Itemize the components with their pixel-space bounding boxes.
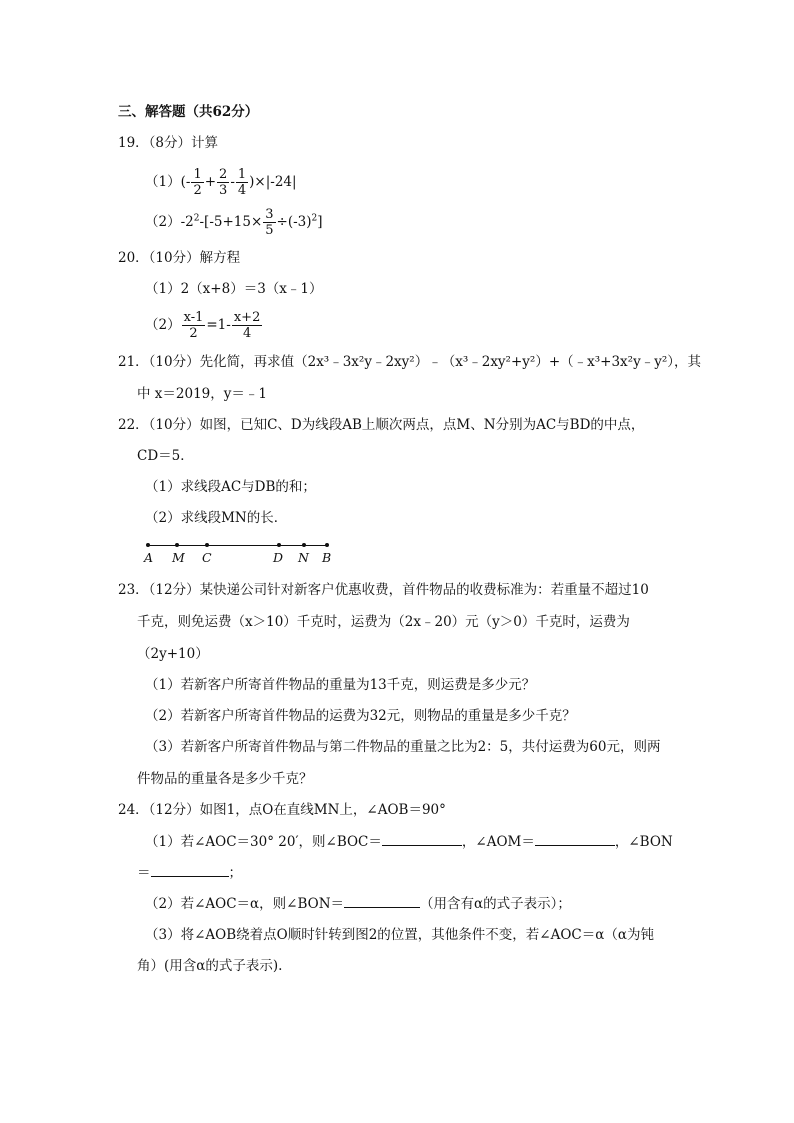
expr-segment: ÷(-3) xyxy=(276,214,312,230)
point-label-b: B xyxy=(322,550,332,565)
q20-part2 xyxy=(145,308,263,342)
exponent: 2 xyxy=(193,213,200,224)
fraction xyxy=(236,167,248,198)
text-segment: ＝ xyxy=(137,865,151,881)
text-segment: ，∠BON xyxy=(614,834,673,850)
expr-segment: -2 xyxy=(180,214,194,230)
q19-heading: 19．（8分）计算 xyxy=(118,135,219,151)
text-segment: （用含有α的式子表示）； xyxy=(420,896,571,912)
segment-figure xyxy=(145,538,335,570)
point-label-n: N xyxy=(298,550,309,565)
q19-part2 xyxy=(145,206,323,238)
point-label-c: C xyxy=(202,550,212,565)
q23-line1: 23．（12分）某快递公司针对新客户优惠收费，首件物品的收费标准为：若重量不超过10 xyxy=(118,582,649,598)
q21-line1: 21．（10分）先化简，再求值（2x³﹣3x²y﹣2xy²）﹣（x³﹣2xy²+y²）+（﹣x³+3x²y﹣y²），其 xyxy=(118,354,701,370)
fraction xyxy=(263,207,275,238)
q23-part3-line1: （3）若新客户所寄首件物品与第二件物品的重量之比为2：5，共付运费为60元，则两 xyxy=(145,739,661,755)
q24-part1-cont xyxy=(137,862,242,883)
denominator: 4 xyxy=(242,326,252,341)
text-segment: ； xyxy=(228,865,242,881)
fraction xyxy=(217,167,229,198)
expr-segment: -[-5+15× xyxy=(199,214,263,230)
q19-part1-label: （1） xyxy=(145,174,181,190)
q22-line1: 22．（10分）如图，已知C、D为线段AB上顺次两点，点M、N分别为AC与BD的中点， xyxy=(118,417,645,433)
fraction xyxy=(182,310,206,341)
answer-blank[interactable] xyxy=(344,893,420,908)
point-dot xyxy=(325,543,329,547)
point-dot xyxy=(146,543,150,547)
q21-line2: 中 x＝2019，y＝﹣1 xyxy=(137,386,267,402)
denominator: 3 xyxy=(219,183,228,198)
q19-part1 xyxy=(145,166,297,198)
q23-part3-line2: 件物品的重量各是多少千克？ xyxy=(137,771,313,787)
q24-heading: 24．（12分）如图1，点O在直线MN上，∠AOB＝90° xyxy=(118,802,446,818)
q20-part1: （1）2（x+8）＝3（x﹣1） xyxy=(145,281,323,297)
point-dot xyxy=(205,543,209,547)
minus-sign: - xyxy=(230,174,235,190)
q24-part1 xyxy=(145,831,673,852)
fraction xyxy=(232,310,263,341)
q24-part3-line2: 角）(用含α的式子表示). xyxy=(137,958,283,974)
point-dot xyxy=(302,543,306,547)
denominator: 2 xyxy=(189,326,198,341)
point-label-d: D xyxy=(273,550,284,565)
q20-part2-label: （2） xyxy=(145,317,181,333)
q22-part2: （2）求线段MN的长． xyxy=(145,510,288,526)
q19-part2-label: （2） xyxy=(145,214,181,230)
q19-part1-open: (- xyxy=(180,174,191,190)
section-title: 三、解答题（共62分） xyxy=(118,104,259,120)
text-segment: （2）若∠AOC＝α，则∠BON＝ xyxy=(145,896,345,912)
answer-blank[interactable] xyxy=(535,831,615,846)
q23-part1: （1）若新客户所寄首件物品的重量为13千克，则运费是多少元？ xyxy=(145,677,536,693)
q23-line2: 千克，则免运费（x＞10）千克时，运费为（2x﹣20）元（y＞0）千克时，运费为 xyxy=(137,614,630,630)
text-segment: （1）若∠AOC＝30° 20′，则∠BOC＝ xyxy=(145,834,382,850)
point-label-a: A xyxy=(144,550,154,565)
q24-part2 xyxy=(145,893,571,914)
q22-line2: CD＝5． xyxy=(137,448,194,464)
point-dot xyxy=(175,543,179,547)
plus-sign: + xyxy=(204,174,217,190)
point-dot xyxy=(277,543,281,547)
numerator: 3 xyxy=(265,207,274,222)
expr-segment: ] xyxy=(317,214,323,230)
q19-part1-tail: )×|-24| xyxy=(249,174,297,190)
answer-blank[interactable] xyxy=(382,831,462,846)
q22-part1: （1）求线段AC与DB的和； xyxy=(145,479,316,495)
exponent: 2 xyxy=(311,213,318,224)
point-label-m: M xyxy=(172,550,185,565)
q20-heading: 20．（10分）解方程 xyxy=(118,250,241,266)
text-segment: ，∠AOM＝ xyxy=(461,834,535,850)
denominator: 5 xyxy=(265,223,274,238)
denominator: 4 xyxy=(237,183,247,198)
numerator: x+2 xyxy=(233,310,261,325)
fraction xyxy=(191,167,203,198)
q23-part2: （2）若新客户所寄首件物品的运费为32元，则物品的重量是多少千克？ xyxy=(145,708,576,724)
denominator: 2 xyxy=(193,183,202,198)
numerator: 1 xyxy=(237,167,247,182)
q23-line3: （2y+10） xyxy=(137,646,209,662)
numerator: 2 xyxy=(219,167,228,182)
q24-part3-line1: （3）将∠AOB绕着点O顺时针转到图2的位置，其他条件不变，若∠AOC＝α（α为钝 xyxy=(145,927,654,943)
expr-segment: =1- xyxy=(206,317,231,333)
answer-blank[interactable] xyxy=(151,862,229,877)
numerator: x-1 xyxy=(183,310,204,325)
numerator: 1 xyxy=(193,167,202,182)
